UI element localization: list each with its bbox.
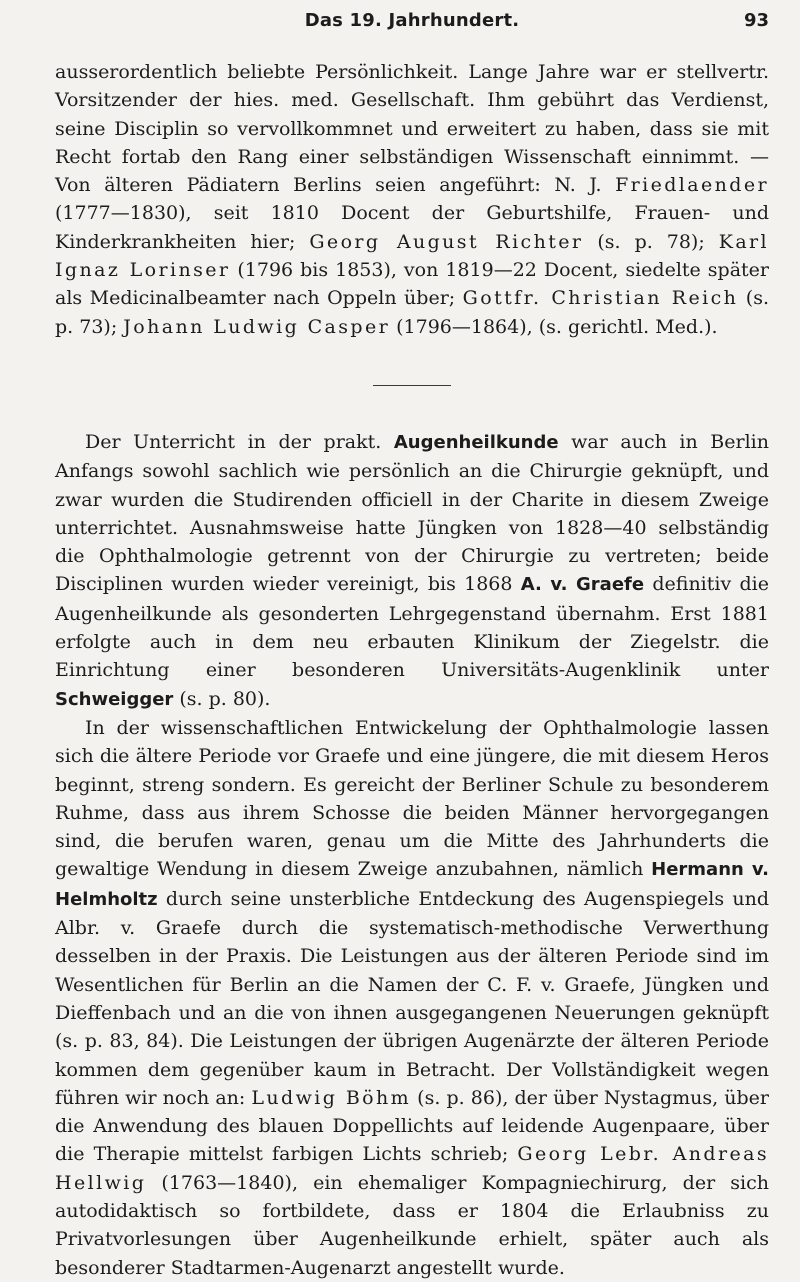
text-run: (1796 bis 1853), von 1819—22 Docent, siedelte später als Medicinalbeamter nach Oppeln über; xyxy=(55,259,769,310)
text-run: definitiv die Augenheilkunde als gesonderten Lehrgegenstand übernahm. Erst 1881 erfolgte auch in dem neu erbauten Klinikum der Ziegelstr. die Einrichtung einer besonderen Universitäts-Augenklinik unter xyxy=(55,573,769,682)
person-name: Karl Ignaz Lorinser xyxy=(55,230,770,282)
text-run: In der wissenschaftlichen Entwickelung der Ophthalmologie lassen sich die ältere Periode vor Graefe und eine jüngere, die mit diesem Heros beginnt, streng sondern. Es gereicht der Berliner Schule zu besonderem Ruhme, dass aus ihrem Schosse die beiden Männer hervorgegangen sind, die berufen waren, genau um die Mitte des Jahrhunderts die gewaltige Wendung in diesem Zweige anzubahnen, nämlich xyxy=(55,716,769,881)
paragraph-pediatrics xyxy=(55,58,769,341)
text-run: (s. p. 73); xyxy=(55,287,769,338)
text-run: Der Unterricht in der prakt. xyxy=(85,430,394,453)
text-run: (s. p. 80). xyxy=(173,687,271,710)
bold-name: A. v. Graefe xyxy=(520,574,645,596)
bold-name: Hermann v. Helmholtz xyxy=(55,859,769,910)
person-name: Johann Ludwig Casper xyxy=(123,315,391,338)
section-divider xyxy=(373,385,451,386)
person-name: Georg Lebr. Andreas Hellwig xyxy=(55,1143,770,1194)
header-title: Das 19. Jahrhundert. xyxy=(304,10,520,31)
text-run: ausserordentlich beliebte Persönlichkeit. Lange Jahre war er stellvertr. Vorsitzender der hies. med. Gesellschaft. Ihm gebührt das Verdienst, seine Disciplin so vervollkommnet und erweitert zu haben, dass sie mit Recht fortab den Rang einer selbständigen Wissenschaft einnimmt. — Von älteren Pädiatern Berlins seien angeführt: N. J. xyxy=(55,61,769,197)
person-name: Ludwig Böhm xyxy=(251,1086,412,1109)
text-run: (1777—1830), seit 1810 Docent der Geburtshilfe, Frauen- und Kinderkrankheiten hier; xyxy=(55,202,769,253)
document-page xyxy=(55,0,770,1279)
page-number: 93 xyxy=(743,10,769,31)
text-run: (s. p. 86), der über Nystagmus, über die Anwendung des blauen Doppellichts auf leidende Augenpaare, über die Therapie mittelst farbigen Lichts schrieb; xyxy=(55,1086,770,1166)
text-run: (1796—1864), (s. gerichtl. Med.). xyxy=(390,315,718,338)
paragraph-ophthalmology-development xyxy=(55,714,769,1282)
text-run: durch seine unsterbliche Entdeckung des Augenspiegels und Albr. v. Graefe durch die systematisch-methodische Verwerthung desselben in der Praxis. Die Leistungen aus der älteren Periode sind im Wesentlichen für Berlin an die Namen der C. F. v. Graefe, Jüngken und Dieffenbach und an die von ihnen ausgegangenen Neuerungen geknüpft (s. p. 83, 84). Die Leistungen der übrigen Augenärzte der älteren Periode kommen dem gegenüber kaum in Betracht. Der Vollständigkeit wegen führen wir noch an: xyxy=(55,887,769,1109)
paragraph-ophthalmology-teaching xyxy=(55,428,769,714)
text-run: (s. p. 78); xyxy=(583,230,719,253)
person-name: Friedlaender xyxy=(615,174,769,197)
person-name: Gottfr. Christian Reich xyxy=(462,287,739,310)
bold-term: Augenheilkunde xyxy=(393,431,559,453)
bold-name: Schweigger xyxy=(55,688,174,710)
text-run: (1763—1840), ein ehemaliger Kompagniechirurg, der sich autodidaktisch so fortbildete, dass er 1804 die Erlaubniss zu Privatvorlesungen über Augenheilkunde erhielt, später auch als besonderer Stadtarmen-Augenarzt angestellt wurde. xyxy=(55,1171,769,1279)
person-name: Georg August Richter xyxy=(309,230,584,253)
running-header xyxy=(55,6,769,58)
text-run: war auch in Berlin Anfangs sowohl sachlich wie persönlich an die Chirurgie geknüpft, und zwar wurden die Studirenden officiell in der Charite in diesem Zweige unterrichtet. Ausnahmsweise hatte Jüngken von 1828—40 selbständig die Ophthalmologie getrennt von der Chirurgie zu vertreten; beide Disciplinen wurden wieder vereinigt, bis 1868 xyxy=(55,430,769,596)
